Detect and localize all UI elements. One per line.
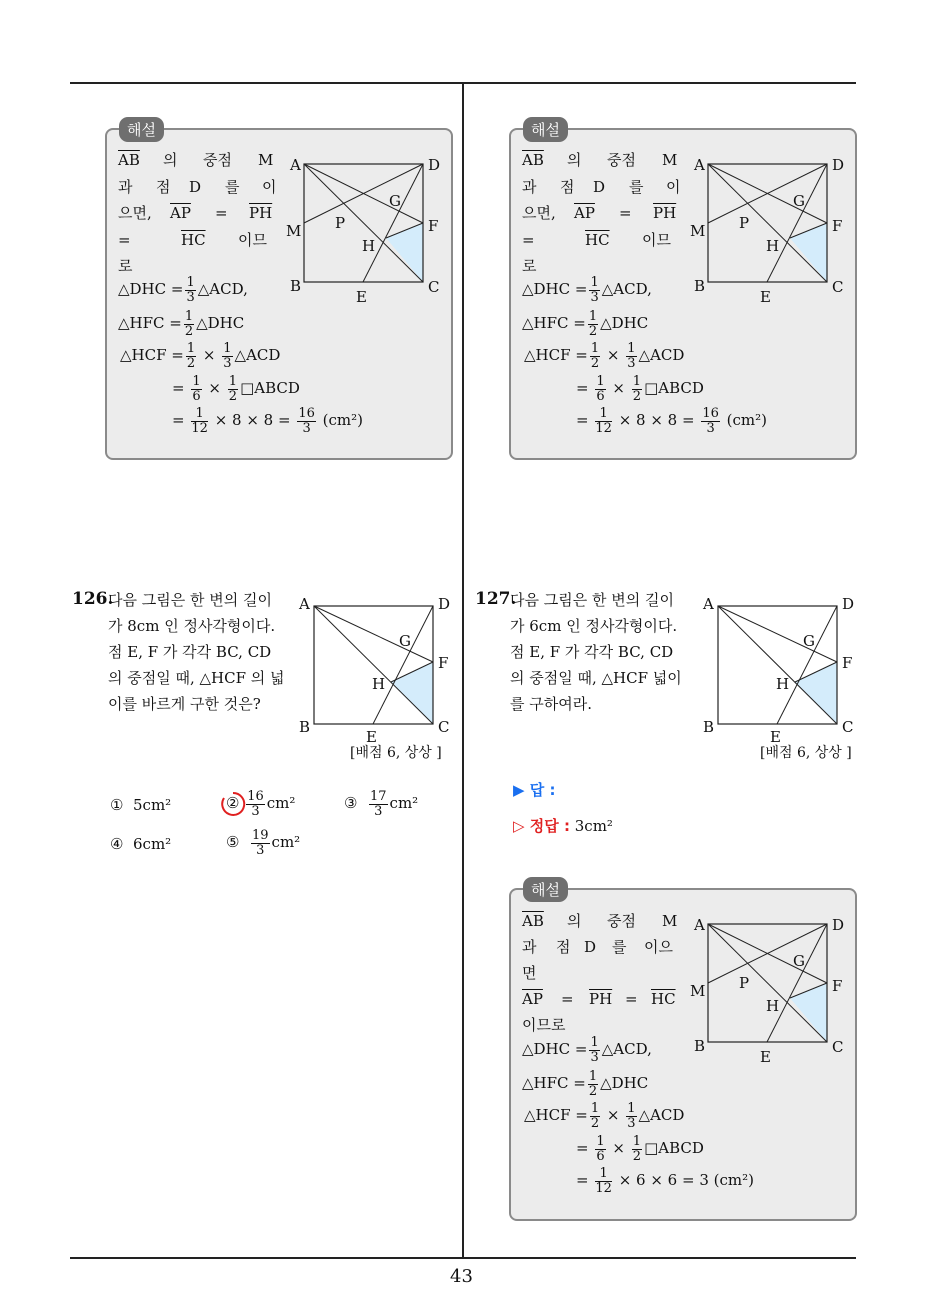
solution-tag: 해설 xyxy=(523,117,568,142)
segment-hc: $\overline{HC}$ xyxy=(651,990,676,1008)
svg-text:B: B xyxy=(290,277,302,295)
svg-text:F: F xyxy=(832,977,843,995)
shaded-triangle-hcf xyxy=(790,983,827,1042)
svg-text:E: E xyxy=(760,1048,771,1066)
svg-text:F: F xyxy=(842,654,853,672)
page-number: 43 xyxy=(450,1266,473,1287)
word: M xyxy=(662,912,678,930)
segment-ph: $\overline{PH}$ xyxy=(653,204,677,222)
figure-solution-right-bottom xyxy=(686,912,854,1067)
word: 의 xyxy=(163,151,178,169)
word: D xyxy=(189,178,202,196)
svg-text:F: F xyxy=(428,217,439,235)
selected-circle: ② xyxy=(226,796,239,811)
svg-text:B: B xyxy=(299,718,311,736)
segment-ab: $\overline{AB}$ xyxy=(522,912,544,930)
word: D xyxy=(584,938,597,956)
svg-text:E: E xyxy=(760,288,771,306)
question-line: 의 중점일 때, △HCF 넓이 xyxy=(510,669,682,687)
svg-text:H: H xyxy=(362,237,376,255)
word: D xyxy=(593,178,606,196)
score-meta: [배점 6, 상상 ] xyxy=(760,745,852,761)
question-line: 를 구하여라. xyxy=(510,695,592,713)
svg-text:M: M xyxy=(690,222,706,240)
word: = xyxy=(625,990,638,1008)
svg-text:B: B xyxy=(694,277,706,295)
svg-text:B: B xyxy=(703,718,715,736)
segment-ab: $\overline{AB}$ xyxy=(118,151,140,169)
word: 중점 xyxy=(607,151,636,169)
word: 이으 xyxy=(644,938,673,956)
correct-answer: ▷ 정답 : 3cm² xyxy=(513,817,613,835)
segment-ap: $\overline{AP}$ xyxy=(170,204,191,222)
eq-step2: = $\frac{1}{6}$ × $\frac{1}{2}$ □ABCD xyxy=(576,1134,704,1164)
shaded-triangle-hcf xyxy=(795,662,837,724)
eq-hcf: △HCF = $\frac{1}{2}$ × $\frac{1}{3}$ △ACD xyxy=(524,1101,685,1131)
eq-step3: = $\frac{1}{12}$ × 8 × 8 = $\frac{16}{3}$ (cm²) xyxy=(172,406,364,436)
eq-dhc: △DHC = $\frac{1}{3}$ △ACD, xyxy=(522,275,652,305)
word: 를 xyxy=(629,178,644,196)
word: 중점 xyxy=(203,151,232,169)
svg-text:F: F xyxy=(438,654,449,672)
shaded-triangle-hcf xyxy=(790,223,827,282)
question-line: 이를 바르게 구한 것은? xyxy=(108,695,261,713)
svg-text:C: C xyxy=(842,718,854,736)
svg-text:D: D xyxy=(832,916,845,934)
eq-dhc: △DHC = $\frac{1}{3}$ △ACD, xyxy=(118,275,248,305)
svg-text:H: H xyxy=(372,675,386,693)
eq-hfc: △HFC = $\frac{1}{2}$ △DHC xyxy=(118,309,245,339)
answer-label: ▶ 답 : xyxy=(513,781,556,799)
solution-tag: 해설 xyxy=(119,117,164,142)
svg-text:C: C xyxy=(832,1038,844,1056)
choice-1[interactable]: ① 5cm² xyxy=(110,796,172,814)
svg-text:H: H xyxy=(776,675,790,693)
svg-text:D: D xyxy=(832,156,845,174)
score-meta: [배점 6, 상상 ] xyxy=(350,745,442,761)
figure-solution-right-top xyxy=(686,152,854,307)
shaded-triangle-hcf xyxy=(391,662,433,724)
svg-text:M: M xyxy=(690,982,706,1000)
word: 이므 xyxy=(642,231,671,249)
svg-text:C: C xyxy=(832,278,844,296)
segment-ph: $\overline{PH}$ xyxy=(249,204,273,222)
word: 과 xyxy=(522,938,537,956)
word: = xyxy=(619,204,632,222)
choice-5[interactable]: ⑤ $\frac{19}{3}$ cm² xyxy=(226,828,301,858)
svg-text:G: G xyxy=(803,632,815,650)
eq-hfc: △HFC = $\frac{1}{2}$ △DHC xyxy=(522,309,649,339)
question-line: 의 중점일 때, △HCF 의 넓 xyxy=(108,669,285,687)
svg-text:H: H xyxy=(766,237,780,255)
word: = xyxy=(215,204,228,222)
svg-text:G: G xyxy=(399,632,411,650)
choice-4[interactable]: ④ 6cm² xyxy=(110,835,172,853)
shaded-triangle-hcf xyxy=(386,223,423,282)
eq-hcf: △HCF = $\frac{1}{2}$ × $\frac{1}{3}$ △ACD xyxy=(120,341,281,371)
svg-text:P: P xyxy=(739,214,750,232)
eq-dhc: △DHC = $\frac{1}{3}$ △ACD, xyxy=(522,1035,652,1065)
svg-text:D: D xyxy=(438,595,451,613)
svg-text:A: A xyxy=(703,595,714,613)
svg-text:E: E xyxy=(770,728,781,744)
word: 이 xyxy=(262,178,277,196)
question-line: 다음 그림은 한 변의 길이 xyxy=(108,591,272,609)
svg-text:M: M xyxy=(286,222,302,240)
question-number: 127. xyxy=(475,589,517,609)
word: 를 xyxy=(225,178,240,196)
word: 이 xyxy=(666,178,681,196)
question-line: 다음 그림은 한 변의 길이 xyxy=(510,591,674,609)
svg-text:B: B xyxy=(694,1037,706,1055)
word: 으면, xyxy=(522,204,556,222)
word: 의 xyxy=(567,151,582,169)
svg-text:F: F xyxy=(832,217,843,235)
question-line: 가 6cm 인 정사각형이다. xyxy=(510,617,678,635)
column-divider xyxy=(462,83,464,1258)
segment-ab: $\overline{AB}$ xyxy=(522,151,544,169)
svg-text:E: E xyxy=(356,288,367,306)
word: 면 xyxy=(522,964,537,982)
red-circle-mark xyxy=(220,791,246,817)
svg-text:H: H xyxy=(766,997,780,1015)
question-line: 점 E, F 가 각각 BC, CD xyxy=(510,643,674,661)
svg-text:C: C xyxy=(438,718,450,736)
figure-question-126 xyxy=(296,594,456,744)
word: M xyxy=(258,151,274,169)
eq-step2: = $\frac{1}{6}$ × $\frac{1}{2}$ □ABCD xyxy=(576,374,704,404)
word: 로 xyxy=(118,257,133,275)
word: = xyxy=(561,990,574,1008)
eq-hfc: △HFC = $\frac{1}{2}$ △DHC xyxy=(522,1069,649,1099)
choice-3[interactable]: ③ $\frac{17}{3}$ cm² xyxy=(344,789,419,819)
eq-step2: = $\frac{1}{6}$ × $\frac{1}{2}$ □ABCD xyxy=(172,374,300,404)
eq-hcf: △HCF = $\frac{1}{2}$ × $\frac{1}{3}$ △ACD xyxy=(524,341,685,371)
svg-text:E: E xyxy=(366,728,377,744)
segment-ap: $\overline{AP}$ xyxy=(574,204,595,222)
word: 과 xyxy=(118,178,133,196)
svg-text:A: A xyxy=(694,156,705,174)
svg-text:A: A xyxy=(290,156,301,174)
word: 이므 xyxy=(238,231,267,249)
word: 이므로 xyxy=(522,1016,566,1034)
svg-text:P: P xyxy=(335,214,346,232)
eq-step3: = $\frac{1}{12}$ × 6 × 6 = 3 (cm²) xyxy=(576,1166,754,1196)
figure-solution-left xyxy=(282,152,450,307)
word: 의 xyxy=(567,912,582,930)
word: 중점 xyxy=(607,912,636,930)
word: 점 xyxy=(560,178,575,196)
svg-text:D: D xyxy=(842,595,855,613)
eq-step3: = $\frac{1}{12}$ × 8 × 8 = $\frac{16}{3}$ (cm²) xyxy=(576,406,768,436)
bottom-rule xyxy=(70,1257,856,1259)
word: 를 xyxy=(612,938,627,956)
choice-2[interactable]: ② $\frac{16}{3}$ cm² xyxy=(226,790,295,818)
question-line: 가 8cm 인 정사각형이다. xyxy=(108,617,276,635)
figure-question-127 xyxy=(700,594,860,744)
segment-hc: $\overline{HC}$ xyxy=(181,231,206,249)
svg-text:C: C xyxy=(428,278,440,296)
word: 과 xyxy=(522,178,537,196)
svg-text:A: A xyxy=(694,916,705,934)
svg-text:D: D xyxy=(428,156,441,174)
word: 점 xyxy=(156,178,171,196)
question-number: 126. xyxy=(72,589,114,609)
solution-tag: 해설 xyxy=(523,877,568,902)
word: = xyxy=(522,231,535,249)
svg-text:G: G xyxy=(389,192,401,210)
word: 로 xyxy=(522,257,537,275)
word: 으면, xyxy=(118,204,152,222)
word: = xyxy=(118,231,131,249)
segment-ap: $\overline{AP}$ xyxy=(522,990,543,1008)
question-line: 점 E, F 가 각각 BC, CD xyxy=(108,643,272,661)
word: M xyxy=(662,151,678,169)
svg-text:A: A xyxy=(299,595,310,613)
svg-text:G: G xyxy=(793,192,805,210)
svg-text:G: G xyxy=(793,952,805,970)
svg-text:P: P xyxy=(739,974,750,992)
segment-hc: $\overline{HC}$ xyxy=(585,231,610,249)
segment-ph: $\overline{PH}$ xyxy=(589,990,613,1008)
word: 점 xyxy=(556,938,571,956)
